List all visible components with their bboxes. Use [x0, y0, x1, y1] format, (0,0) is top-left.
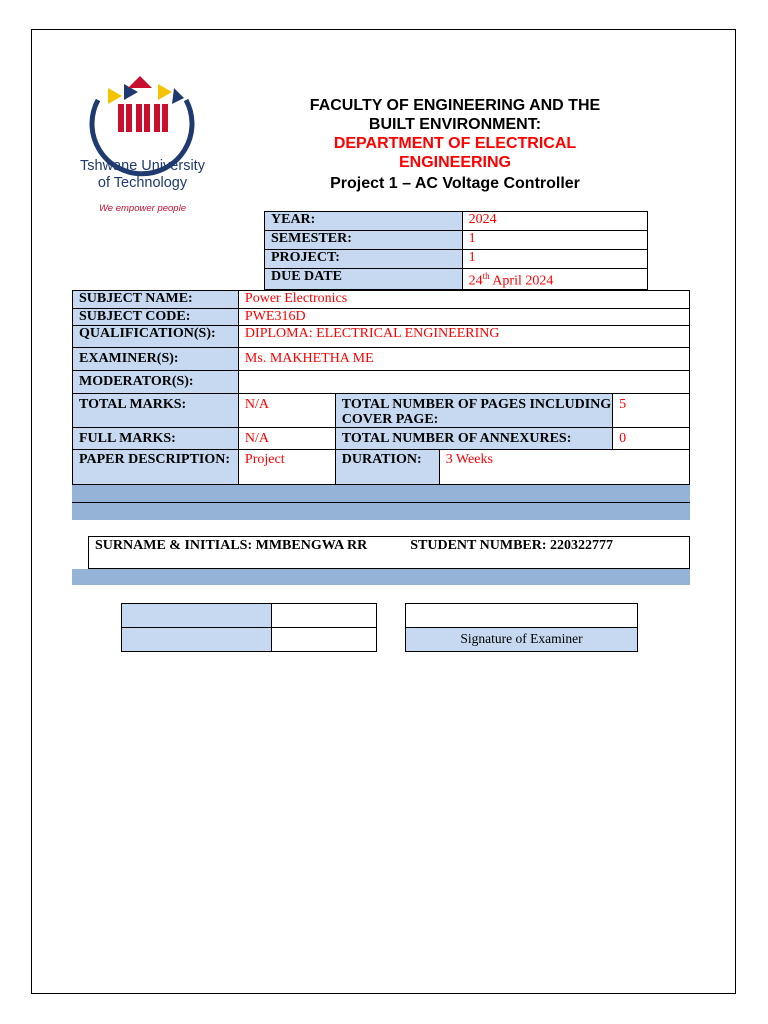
tut-logo [78, 70, 218, 220]
qualification-value: DIPLOMA: ELECTRICAL ENGINEERING [238, 326, 689, 348]
info-table [264, 211, 648, 290]
surname-initials: SURNAME & INITIALS: MMBENGWA RR [95, 538, 368, 553]
table-row [73, 428, 690, 450]
year-value: 2024 [462, 212, 647, 231]
faculty-line1: FACULTY OF ENGINEERING AND THE [309, 97, 601, 114]
student-details-box [88, 536, 690, 569]
annexures-value: 0 [613, 428, 690, 450]
table-row [122, 628, 377, 652]
examiner-value: Ms. MAKHETHA ME [238, 348, 689, 371]
project-value: 1 [462, 250, 647, 269]
duration-label: DURATION: [335, 450, 439, 485]
total-pages-value: 5 [613, 394, 690, 428]
subject-table [72, 290, 690, 485]
duration-value: 3 Weeks [439, 450, 689, 485]
department-line1: DEPARTMENT OF ELECTRICAL [333, 135, 577, 152]
table-row [265, 250, 648, 269]
signature-caption: Signature of Examiner [406, 628, 638, 652]
subject-code-value: PWE316D [238, 309, 689, 326]
faculty-line2: BUILT ENVIRONMENT: [368, 116, 542, 133]
table-row [406, 604, 638, 628]
table-row [73, 326, 690, 348]
moderator-label: MODERATOR(S): [73, 371, 239, 394]
table-row [73, 348, 690, 371]
table-row [406, 628, 638, 652]
subject-code-label: SUBJECT CODE: [73, 309, 239, 326]
paper-description-label: PAPER DESCRIPTION: [73, 450, 239, 485]
blue-band-bottom [72, 569, 690, 585]
year-label: YEAR: [265, 212, 463, 231]
semester-value: 1 [462, 231, 647, 250]
subject-name-value: Power Electronics [238, 291, 689, 309]
table-row [73, 371, 690, 394]
due-day-suffix: th [482, 271, 490, 281]
full-marks-value: N/A [238, 428, 335, 450]
table-row [73, 291, 690, 309]
university-name-line1: Tshwane University [80, 158, 205, 174]
marks-cell [122, 604, 272, 628]
table-row [122, 604, 377, 628]
moderator-value [238, 371, 689, 394]
total-pages-label: TOTAL NUMBER OF PAGES INCLUDING COVER PAGE: [335, 394, 612, 428]
marks-table [121, 603, 377, 652]
total-marks-label: TOTAL MARKS: [73, 394, 239, 428]
examiner-label: EXAMINER(S): [73, 348, 239, 371]
due-date-label: DUE DATE [265, 269, 463, 290]
table-row [73, 450, 690, 485]
table-row [73, 394, 690, 428]
table-row [73, 309, 690, 326]
subject-name-label: SUBJECT NAME: [73, 291, 239, 309]
paper-description-value: Project [238, 450, 335, 485]
table-row [265, 231, 648, 250]
student-number: STUDENT NUMBER: 220322777 [410, 538, 614, 553]
qualification-label: QUALIFICATION(S): [73, 326, 239, 348]
table-row [265, 212, 648, 231]
full-marks-label: FULL MARKS: [73, 428, 239, 450]
signature-table [405, 603, 638, 652]
university-name [60, 158, 225, 192]
due-month-year: April 2024 [489, 273, 554, 289]
band-divider [72, 502, 690, 503]
marks-cell [122, 628, 272, 652]
project-label: PROJECT: [265, 250, 463, 269]
annexures-label: TOTAL NUMBER OF ANNEXURES: [335, 428, 612, 450]
department-line2: ENGINEERING [398, 154, 511, 171]
signature-field [406, 604, 638, 628]
table-row [265, 269, 648, 290]
university-tagline: We empower people [99, 203, 186, 214]
total-marks-value: N/A [238, 394, 335, 428]
project-title: Project 1 – AC Voltage Controller [330, 175, 580, 192]
document-header [250, 96, 660, 193]
university-name-line2: of Technology [97, 175, 188, 191]
marks-entry-cell [272, 604, 377, 628]
semester-label: SEMESTER: [265, 231, 463, 250]
due-day: 24 [468, 273, 483, 289]
marks-entry-cell [272, 628, 377, 652]
due-date-value [462, 269, 647, 290]
